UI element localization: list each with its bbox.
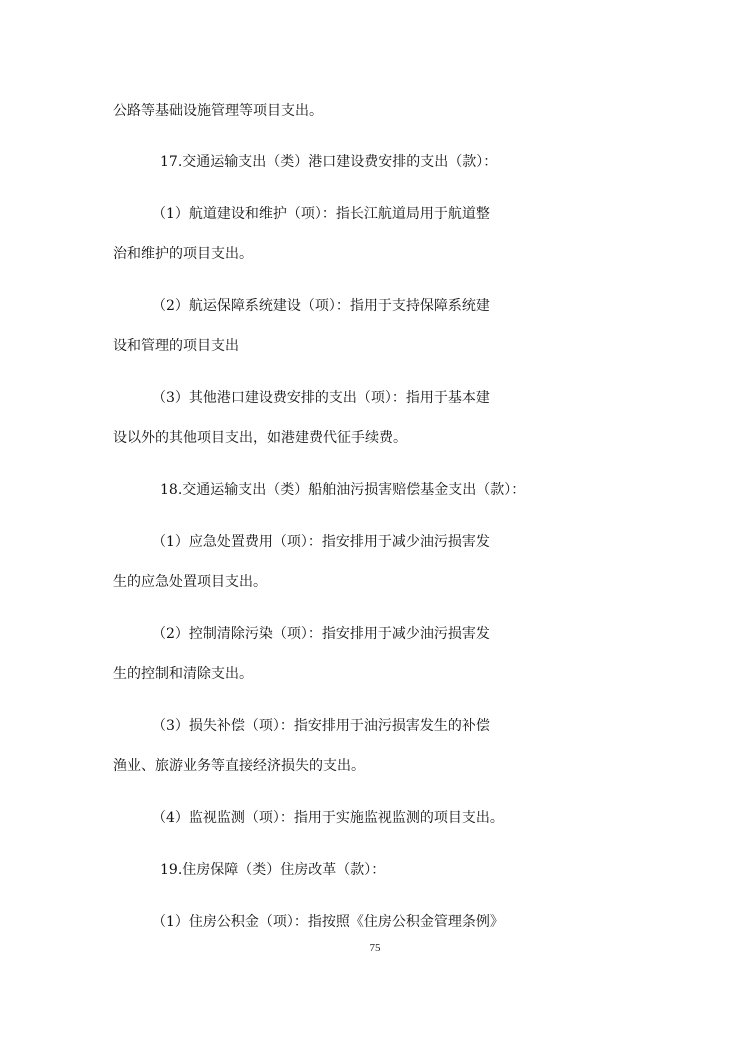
text-line-7: （3）其他港口建设费安排的支出（项）：指用于基本建 xyxy=(152,390,490,406)
page-number: 75 xyxy=(369,942,381,954)
text-line-12: （2）控制清除污染（项）：指安排用于减少油污损害发 xyxy=(152,626,490,642)
text-line-15: 渔业、旅游业务等直接经济损失的支出。 xyxy=(113,758,365,774)
text-line-16: （4）监视监测（项）：指用于实施监视监测的项目支出。 xyxy=(152,810,504,826)
text-line-11: 生的应急处置项目支出。 xyxy=(113,574,267,590)
text-line-1: 公路等基础设施管理等项目支出。 xyxy=(113,103,323,119)
section-heading-19: 19.住房保障（类）住房改革（款）： xyxy=(160,862,386,878)
text-line-6: 设和管理的项目支出 xyxy=(113,338,239,354)
text-line-18: （1）住房公积金（项）：指按照《住房公积金管理条例》 xyxy=(152,914,504,930)
text-line-3: （1）航道建设和维护（项）：指长江航道局用于航道整 xyxy=(152,206,490,222)
text-line-13: 生的控制和清除支出。 xyxy=(113,666,253,682)
text-line-8: 设以外的其他项目支出，如港建费代征手续费。 xyxy=(113,430,407,446)
text-line-4: 治和维护的项目支出。 xyxy=(113,246,253,262)
section-heading-17: 17.交通运输支出（类）港口建设费安排的支出（款）： xyxy=(160,154,498,170)
section-heading-18: 18.交通运输支出（类）船舶油污损害赔偿基金支出（款）： xyxy=(160,482,526,498)
text-line-5: （2）航运保障系统建设（项）：指用于支持保障系统建 xyxy=(152,298,490,314)
text-line-14: （3）损失补偿（项）：指安排用于油污损害发生的补偿 xyxy=(152,718,490,734)
text-line-10: （1）应急处置费用（项）：指安排用于减少油污损害发 xyxy=(152,534,490,550)
